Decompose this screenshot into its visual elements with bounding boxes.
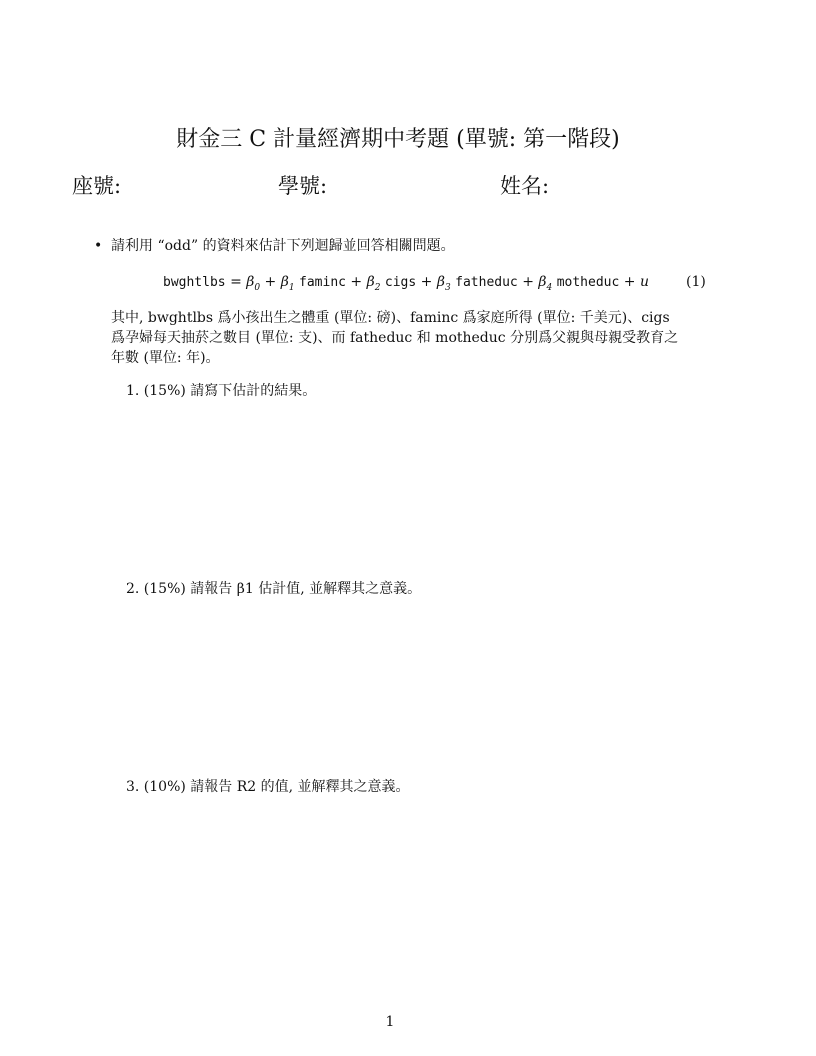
question-2: 2. (15%) 請報告 β1 估計值, 並解釋其之意義。 bbox=[126, 581, 422, 597]
question-1: 1. (15%) 請寫下估計的結果。 bbox=[126, 383, 317, 399]
var-faminc: faminc bbox=[299, 275, 346, 290]
page-title: 財金三 C 計量經濟期中考題 (單號: 第一階段) bbox=[176, 127, 620, 152]
name-label: 姓名: bbox=[500, 174, 550, 198]
beta2: $\beta_2$ bbox=[366, 274, 381, 293]
student-id-label: 學號: bbox=[278, 174, 328, 198]
regression-equation: bwghtlbs = $\beta_0 + \beta_1$ $faminc + \beta_2$ cigs + $\beta_3$ fatheduc + $\beta_4$ motheduc + u bbox=[163, 274, 649, 293]
equation-number: (1) bbox=[686, 274, 706, 290]
var-motheduc: motheduc bbox=[556, 275, 620, 290]
beta3: $\beta_3$ bbox=[436, 274, 451, 293]
seat-number-label: 座號: bbox=[72, 174, 122, 198]
description-line-3: 年數 (單位: 年)。 bbox=[111, 350, 220, 366]
page-number: 1 bbox=[385, 1014, 395, 1030]
intro-text: 請利用 “odd” 的資料來估計下列迴歸並回答相關問題。 bbox=[111, 238, 455, 254]
equation-equals: = bbox=[230, 274, 242, 290]
beta4: $\beta_4$ bbox=[538, 274, 553, 293]
equation-lhs: bwghtlbs bbox=[163, 275, 226, 290]
beta0: $\beta_0$ bbox=[246, 274, 261, 293]
bullet-point: • bbox=[94, 238, 103, 254]
var-fatheduc: fatheduc bbox=[455, 275, 518, 290]
beta1: $\beta_1$ bbox=[280, 274, 295, 293]
description-line-2: 爲孕婦每天抽菸之數目 (單位: 支)、而 fatheduc 和 motheduc 分別爲父親與母親受教育之 bbox=[111, 330, 679, 346]
question-3: 3. (10%) 請報告 R2 的值, 並解釋其之意義。 bbox=[126, 779, 410, 795]
var-cigs: cigs bbox=[384, 275, 417, 290]
error-term: u bbox=[639, 274, 649, 290]
description-line-1: 其中, bwghtlbs 爲小孩出生之體重 (單位: 磅)、faminc 爲家庭所得 (單位: 千美元)、cigs bbox=[111, 310, 670, 326]
